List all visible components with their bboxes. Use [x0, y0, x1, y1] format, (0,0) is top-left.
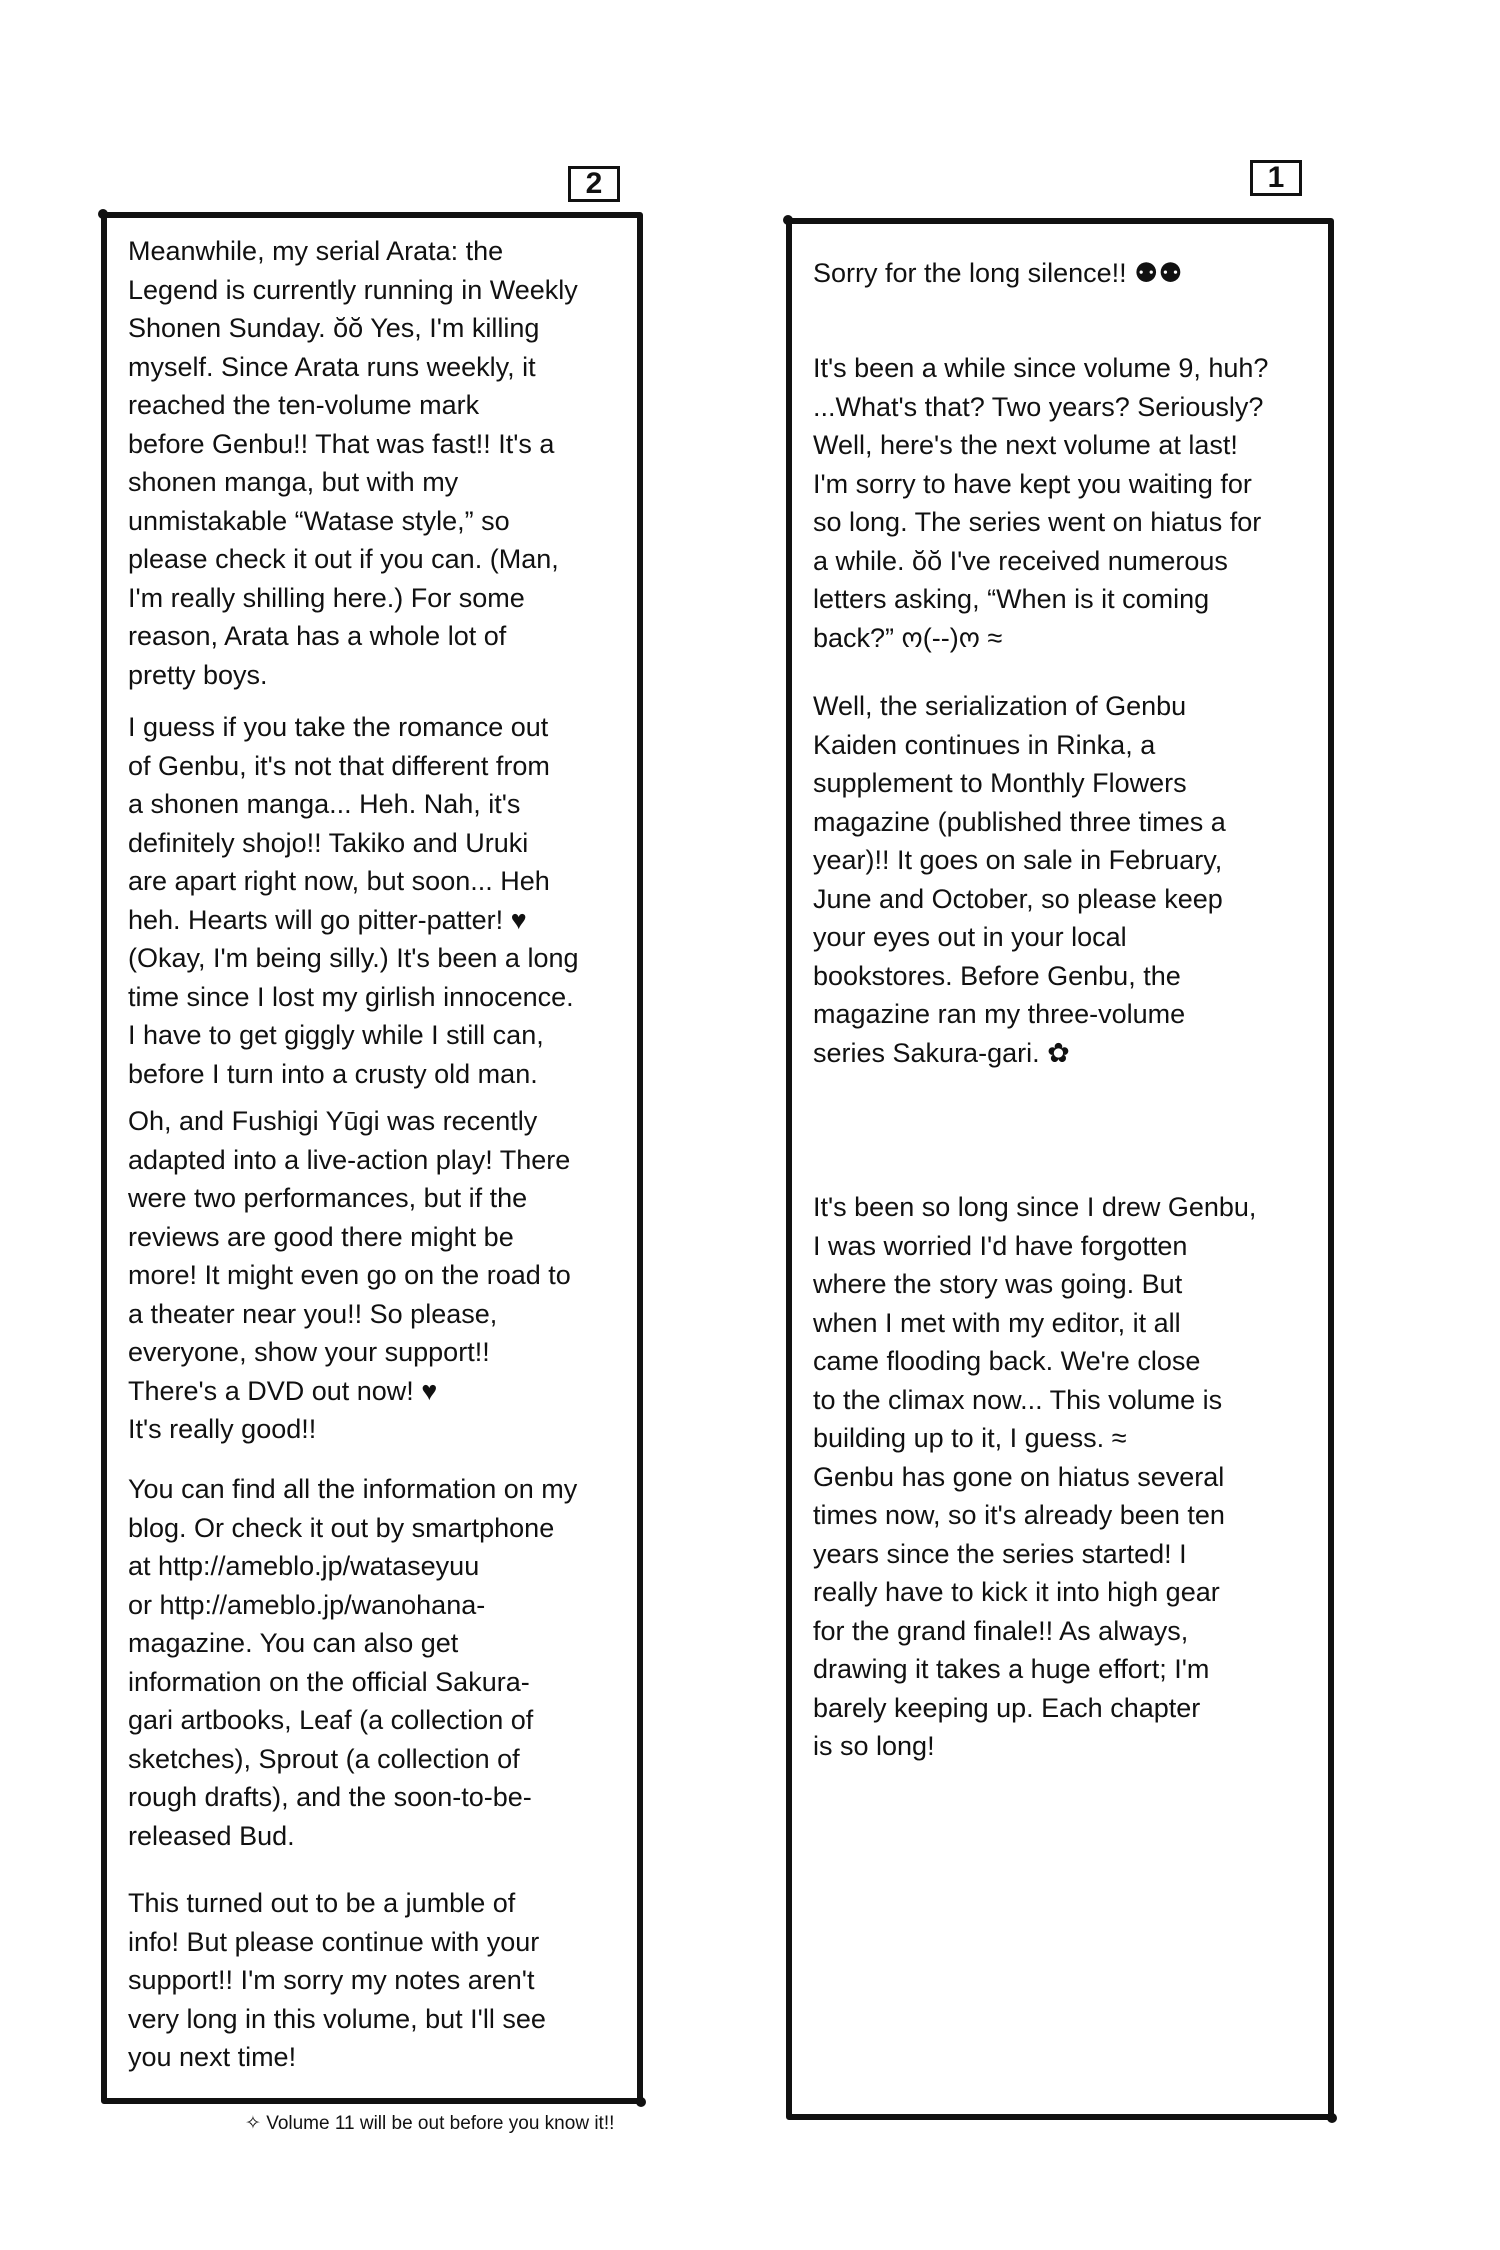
- text-line: I guess if you take the romance out: [128, 712, 549, 742]
- right-column-paragraph: [813, 687, 1226, 1072]
- text-line: sketches), Sprout (a collection of: [128, 1743, 520, 1774]
- text-line: really have to kick it into high gear: [813, 1577, 1220, 1607]
- text-line: It's been so long since I drew Genbu,: [813, 1192, 1257, 1222]
- text-line: blog. Or check it out by smartphone: [128, 1512, 555, 1543]
- text-line: so long. The series went on hiatus for: [813, 507, 1262, 537]
- text-line: reason, Arata has a whole lot of: [128, 621, 507, 651]
- text-line: very long in this volume, but I'll see: [128, 2003, 546, 2034]
- text-line: Sorry for the long silence!! ⚉⚉: [813, 258, 1183, 288]
- text-line: at http://ameblo.jp/wataseyuu: [128, 1551, 480, 1581]
- text-line: I have to get giggly while I still can,: [128, 1020, 544, 1050]
- text-line: building up to it, I guess. ≈: [813, 1423, 1127, 1453]
- text-line: heh. Hearts will go pitter-patter! ♥: [128, 904, 527, 935]
- left-column-paragraph: [128, 1102, 571, 1449]
- text-line: more! It might even go on the road to: [128, 1260, 571, 1290]
- text-line: I'm sorry to have kept you waiting for: [813, 468, 1252, 499]
- text-line: are apart right now, but soon... Heh: [128, 866, 550, 896]
- text-line: a while. ŏŏ I've received numerous: [813, 545, 1228, 576]
- text-line: It's really good!!: [128, 1414, 317, 1444]
- text-line: pretty boys.: [128, 659, 268, 690]
- text-line: came flooding back. We're close: [813, 1346, 1201, 1376]
- left-column-paragraph: [128, 708, 579, 1093]
- text-line: where the story was going. But: [813, 1269, 1183, 1299]
- text-line: time since I lost my girlish innocence.: [128, 981, 574, 1012]
- text-line: barely keeping up. Each chapter: [813, 1692, 1201, 1723]
- text-line: a shonen manga... Heh. Nah, it's: [128, 789, 521, 819]
- text-line: Well, here's the next volume at last!: [813, 430, 1238, 460]
- text-line: you next time!: [128, 2042, 297, 2072]
- text-line: I was worried I'd have forgotten: [813, 1230, 1188, 1261]
- text-line: information on the official Sakura-: [128, 1666, 530, 1697]
- left-column-paragraph: [128, 232, 578, 694]
- text-line: a theater near you!! So please,: [128, 1298, 498, 1329]
- text-line: when I met with my editor, it all: [813, 1307, 1181, 1338]
- right-column-paragraph: [813, 1188, 1256, 1766]
- text-line: supplement to Monthly Flowers: [813, 768, 1187, 798]
- left-column-paragraph: [128, 1884, 546, 2077]
- text-line: year)!! It goes on sale in February,: [813, 845, 1223, 875]
- right-column-paragraph: [813, 254, 1183, 293]
- text-line: is so long!: [813, 1731, 935, 1761]
- text-line: unmistakable “Watase style,” so: [128, 505, 510, 536]
- text-line: Well, the serialization of Genbu: [813, 691, 1187, 721]
- text-line: before Genbu!! That was fast!! It's a: [128, 428, 555, 459]
- text-line: shonen manga, but with my: [128, 467, 459, 497]
- text-line: gari artbooks, Leaf (a collection of: [128, 1705, 534, 1735]
- text-line: were two performances, but if the: [128, 1183, 528, 1213]
- text-line: series Sakura-gari. ✿: [813, 1037, 1070, 1068]
- text-line: (Okay, I'm being silly.) It's been a long: [128, 943, 579, 973]
- text-line: years since the series started! I: [813, 1538, 1187, 1569]
- text-line: June and October, so please keep: [813, 883, 1223, 914]
- text-line: magazine ran my three-volume: [813, 999, 1186, 1029]
- text-line: This turned out to be a jumble of: [128, 1888, 516, 1918]
- text-line: adapted into a live-action play! There: [128, 1144, 571, 1175]
- text-line: your eyes out in your local: [813, 922, 1127, 952]
- text-line: everyone, show your support!!: [128, 1337, 490, 1367]
- text-line: It's been a while since volume 9, huh?: [813, 353, 1269, 383]
- text-line: ...What's that? Two years? Seriously?: [813, 391, 1264, 422]
- text-line: or http://ameblo.jp/wanohana-: [128, 1589, 486, 1620]
- text-line: magazine. You can also get: [128, 1628, 459, 1658]
- page-number-2: 2: [568, 166, 620, 202]
- text-line: released Bud.: [128, 1820, 295, 1851]
- text-line: reviews are good there might be: [128, 1221, 514, 1252]
- page-number-1: 1: [1250, 160, 1302, 196]
- text-line: magazine (published three times a: [813, 806, 1226, 837]
- text-line: before I turn into a crusty old man.: [128, 1058, 538, 1089]
- text-line: drawing it takes a huge effort; I'm: [813, 1654, 1210, 1684]
- text-line: Legend is currently running in Weekly: [128, 274, 578, 305]
- text-line: Oh, and Fushigi Yūgi was recently: [128, 1106, 538, 1136]
- text-line: Kaiden continues in Rinka, a: [813, 729, 1156, 760]
- text-line: support!! I'm sorry my notes aren't: [128, 1965, 535, 1995]
- text-line: bookstores. Before Genbu, the: [813, 960, 1181, 991]
- text-line: Shonen Sunday. ŏŏ Yes, I'm killing: [128, 313, 540, 343]
- left-column-paragraph: [128, 1470, 577, 1855]
- text-line: Genbu has gone on hiatus several: [813, 1461, 1225, 1492]
- text-line: info! But please continue with your: [128, 1926, 540, 1957]
- text-line: letters asking, “When is it coming: [813, 584, 1210, 614]
- text-line: There's a DVD out now! ♥: [128, 1375, 438, 1406]
- footer-note: ✧ Volume 11 will be out before you know it!!: [245, 2113, 615, 2134]
- text-line: for the grand finale!! As always,: [813, 1615, 1189, 1646]
- text-line: Meanwhile, my serial Arata: the: [128, 236, 504, 266]
- text-line: myself. Since Arata runs weekly, it: [128, 351, 536, 382]
- text-line: definitely shojo!! Takiko and Uruki: [128, 827, 529, 858]
- text-line: You can find all the information on my: [128, 1474, 578, 1504]
- text-line: of Genbu, it's not that different from: [128, 750, 550, 781]
- text-line: rough drafts), and the soon-to-be-: [128, 1782, 532, 1812]
- text-line: times now, so it's already been ten: [813, 1500, 1225, 1530]
- text-line: back?” ო(--)ო ≈: [813, 622, 1003, 653]
- text-line: to the climax now... This volume is: [813, 1384, 1223, 1415]
- text-line: please check it out if you can. (Man,: [128, 544, 559, 574]
- text-line: reached the ten-volume mark: [128, 390, 480, 420]
- right-column-paragraph: [813, 349, 1268, 657]
- text-line: I'm really shilling here.) For some: [128, 582, 525, 613]
